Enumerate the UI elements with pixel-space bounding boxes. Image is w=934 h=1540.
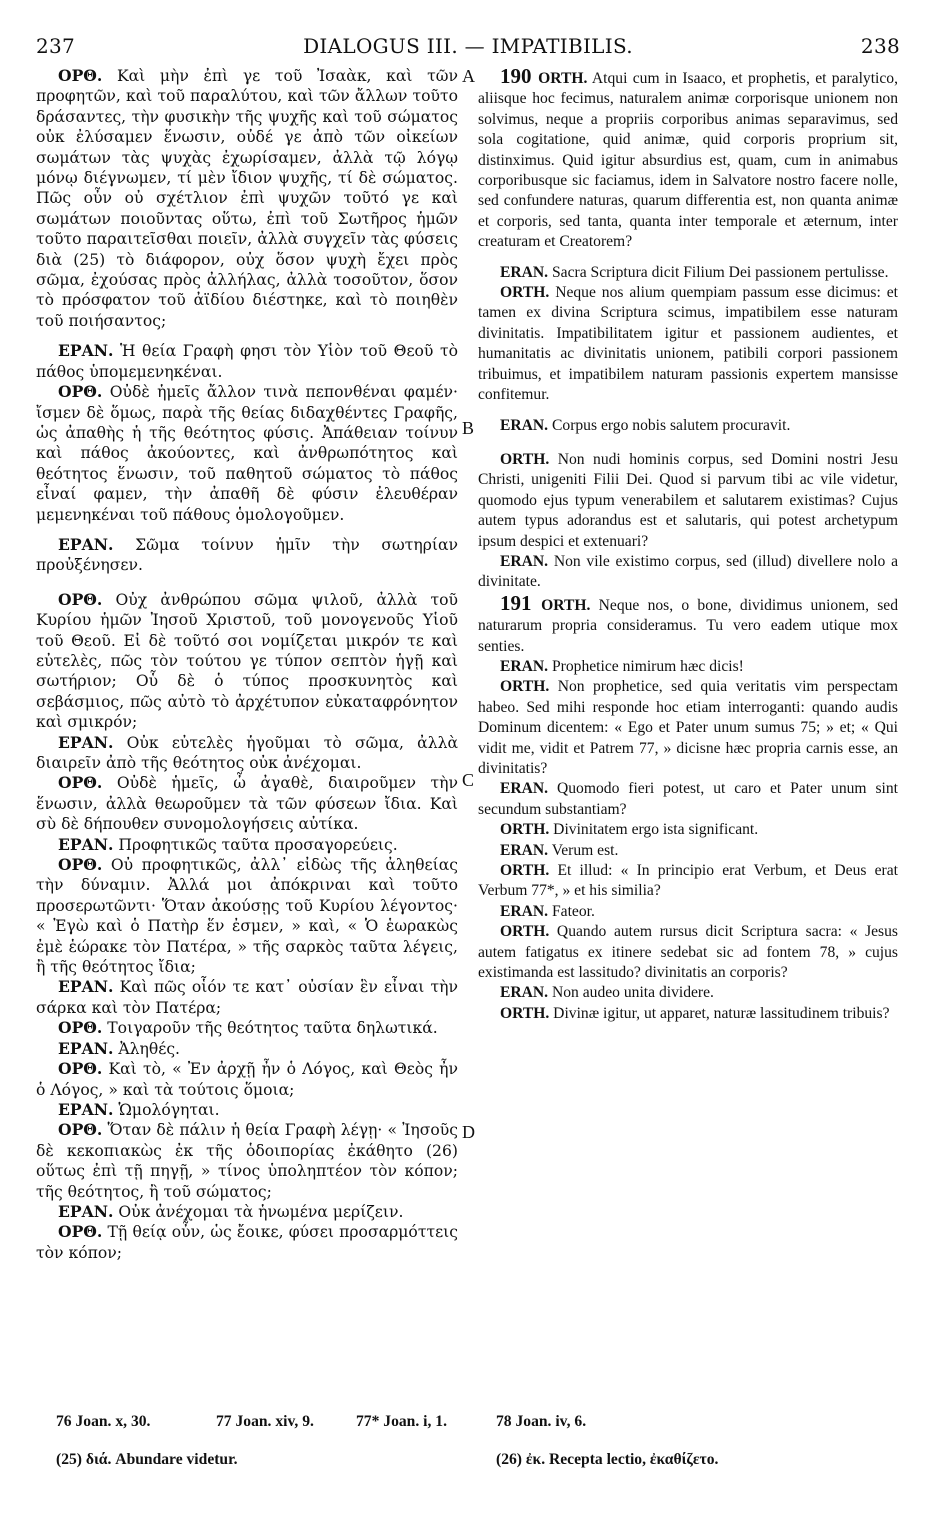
speech-text: Non nudi hominis corpus, sed Domini nostri Jesu Christi, unigeniti Filii Dei. Quod si parvum tibi ac vile videtur, quomodo ejus typum venerabilem et salutarem existimas? Cujus autem typus adorandus est et salutaris, qui potest archetypum ipsum despici et extenuari? bbox=[478, 450, 898, 550]
speech-text: Non audeo unita dividere. bbox=[548, 984, 714, 1002]
latin-speech bbox=[478, 416, 898, 436]
greek-speech bbox=[36, 341, 458, 382]
speech-text: Quando autem rursus dicit Scriptura sacra: « Jesus autem fatigatus ex itinere sedebat sic ad fontem 78, » cujus existimanda est lassitudo? divinitatis an corporis? bbox=[478, 923, 898, 982]
section-number: 191 bbox=[500, 590, 542, 615]
speech-text: Σῶμα τοίνυν ἡμῖν τὴν σωτηρίαν προὐξένησεν. bbox=[36, 535, 458, 575]
speech-text: Neque nos, o bone, dividimus unionem, sed naturarum propria consideramus. Tu vero eadem utique mox senties. bbox=[478, 596, 899, 655]
greek-column bbox=[36, 66, 458, 1263]
speaker-label: ERAN. bbox=[500, 780, 549, 798]
speaker-label: ERAN. bbox=[500, 984, 549, 1002]
speaker-label: ERAN. bbox=[500, 552, 549, 570]
speaker-label: ΟΡΘ. bbox=[58, 1018, 103, 1038]
greek-speech bbox=[36, 977, 458, 1018]
running-title: DIALOGUS III. — IMPATIBILIS. bbox=[303, 34, 633, 58]
speaker-label: ΕΡΑΝ. bbox=[58, 534, 114, 554]
speaker-label: ORTH. bbox=[500, 284, 550, 302]
latin-speech bbox=[478, 922, 898, 983]
speech-text: Atqui cum in Isaaco, et prophetis, et paralytico, aliisque hoc fecimus, naturalem animæ corporisque unionem non solvimus, neque a propriis corporibus animas separavimus, sed sola cogitatione, quid animæ, quid corporis proprium sit, distinximus. Quid igitur absurdius est, quam, cum in animabus corporibusque sic faciamus, idem in Salvatore nostro facere nolle, sed confundere naturas, quarum differentia est, non quanta animæ et corporis, sed tanta, quanta inter temporale et æternum, inter creaturam et Creatorem? bbox=[478, 70, 899, 251]
latin-speech bbox=[478, 677, 898, 779]
greek-speech bbox=[36, 1018, 458, 1038]
margin-letter-c: C bbox=[462, 770, 475, 790]
latin-speech bbox=[478, 66, 898, 253]
speaker-label: ΟΡΘ. bbox=[58, 1059, 103, 1079]
speaker-label: ERAN. bbox=[500, 657, 549, 675]
speaker-label: ORTH. bbox=[500, 923, 550, 941]
speech-text: Neque nos alium quempiam passum esse dicimus: et tamen ex divina Scriptura scimus, impatibilem esse naturam divinitatis. Impatibilitatem igitur et passionem audientes, et humanitatis ac divinitatis unionem, patibili corpori passionem tribuimus, et impatibilem naturam passionis expertem mansisse confitemur. bbox=[478, 284, 898, 404]
latin-speech bbox=[478, 263, 898, 283]
speech-text: Fateor. bbox=[548, 902, 595, 920]
speaker-label: ERAN. bbox=[500, 416, 549, 434]
speech-text: Quomodo fieri potest, ut caro et Pater unum sint secundum substantiam? bbox=[478, 780, 898, 818]
latin-speech bbox=[478, 983, 898, 1003]
speaker-label: ERAN. bbox=[500, 263, 549, 281]
greek-speech bbox=[36, 1120, 458, 1202]
latin-speech bbox=[478, 841, 898, 861]
latin-speech bbox=[478, 590, 899, 657]
speaker-label: ERAN. bbox=[500, 841, 549, 859]
speech-text: Divinitatem ergo ista significant. bbox=[549, 821, 759, 839]
greek-speech bbox=[36, 835, 458, 855]
scripture-ref: 77 Joan. xiv, 9. bbox=[216, 1413, 314, 1430]
speaker-label: ΕΡΑΝ. bbox=[58, 1201, 114, 1221]
margin-letter-b: B bbox=[462, 418, 475, 438]
speech-text: Ἀληθές. bbox=[113, 1039, 181, 1058]
speech-text: Sacra Scriptura dicit Filium Dei passionem pertulisse. bbox=[548, 263, 889, 281]
speaker-label: ΟΡΘ. bbox=[58, 66, 103, 85]
speaker-label: ORTH. bbox=[500, 821, 550, 839]
speaker-label: ΟΡΘ. bbox=[58, 773, 103, 793]
speaker-label: ΟΡΘ. bbox=[58, 382, 103, 402]
speaker-label: ΕΡΑΝ. bbox=[58, 1038, 114, 1058]
latin-speech bbox=[478, 820, 898, 840]
speaker-label: ΟΡΘ. bbox=[58, 855, 103, 875]
scripture-ref: 76 Joan. x, 30. bbox=[56, 1413, 151, 1430]
speaker-label: ORTH. bbox=[500, 450, 550, 468]
speaker-label: ΕΡΑΝ. bbox=[58, 732, 114, 752]
greek-speech bbox=[36, 1202, 458, 1222]
speech-text: Prophetice nimirum hæc dicis! bbox=[548, 657, 744, 675]
margin-letter-a: A bbox=[462, 66, 475, 86]
speaker-label: ΟΡΘ. bbox=[58, 589, 103, 609]
greek-speech bbox=[36, 733, 458, 774]
speech-text: Τῇ θείᾳ οὖν, ὡς ἔοικε, φύσει προσαρμόττεις τὸν κόπον; bbox=[36, 1223, 458, 1262]
speech-text: Ἡ θεία Γραφὴ φησι τὸν Υἱὸν τοῦ Θεοῦ τὸ πάθος ὑπομεμενηκέναι. bbox=[36, 342, 458, 381]
scripture-ref: 77* Joan. i, 1. bbox=[356, 1413, 447, 1430]
speaker-label: ΕΡΑΝ. bbox=[58, 341, 114, 361]
greek-speech bbox=[36, 1039, 458, 1059]
speaker-label: ORTH. bbox=[500, 862, 550, 880]
speech-text: Οὐχ ἀνθρώπου σῶμα ψιλοῦ, ἀλλὰ τοῦ Κυρίου ἡμῶν Ἰησοῦ Χριστοῦ, τοῦ μονογενοῦς Υἱοῦ τοῦ Θεοῦ. Εἰ δὲ τοῦτό σοι νομίζεται μικρόν τε καὶ εὐτελὲς, πῶς τὸν τούτου γε τύπον σεπτὸν ἡγῇ καὶ σωτήριον; Οὗ δὲ ὁ τύπος προσκυνητὸς καὶ σεβάσμιος, πῶς αὐτὸ τὸ ἀρχέτυπον εὐκαταφρόνητον καὶ σμικρόν; bbox=[36, 590, 458, 732]
speech-text: Divinæ igitur, ut apparet, naturæ lassitudinem tribuis? bbox=[549, 1004, 890, 1022]
scripture-ref: 78 Joan. iv, 6. bbox=[496, 1413, 587, 1430]
section-number: 190 bbox=[500, 64, 539, 88]
speaker-label: ORTH. bbox=[538, 70, 588, 87]
greek-speech bbox=[36, 773, 458, 834]
latin-speech bbox=[478, 657, 898, 677]
margin-letter-d: D bbox=[462, 1122, 475, 1142]
speech-text: Ὡμολόγηται. bbox=[113, 1100, 220, 1119]
latin-speech bbox=[478, 450, 898, 552]
speech-text: Οὐ προφητικῶς, ἀλλ᾽ εἰδὼς τῆς ἀληθείας τὴν δύναμιν. Ἀλλά μοι ἀπόκριναι καὶ τοῦτο προσερωτῶντι· Ὅταν ἀκούσῃς τοῦ Κυρίου λέγοντος· « Ἐγὼ καὶ ὁ Πατὴρ ἕν ἐσμεν, » καὶ, « Ὁ ἑωρακὼς ἐμὲ ἑώρακε τὸν Πατέρα, » τῆς σαρκὸς ταῦτα λέγεις, ἢ τῆς θεότητος ἴδια; bbox=[36, 856, 458, 977]
speech-text: Οὐκ εὐτελὲς ἡγοῦμαι τὸ σῶμα, ἀλλὰ διαιρεῖν ἀπὸ τῆς θεότητος οὐκ ἀνέχομαι. bbox=[36, 733, 458, 772]
speaker-label: ORTH. bbox=[541, 596, 591, 614]
speaker-label: ΕΡΑΝ. bbox=[58, 1099, 114, 1119]
latin-speech bbox=[478, 902, 898, 922]
speech-text: Οὐδὲ ἡμεῖς ἄλλον τινὰ πεπονθέναι φαμέν· ἴσμεν δὲ ὅμως, παρὰ τῆς θείας διδαχθέντες Γραφῆς, ὡς ἀπαθὴς ἡ τῆς θεότητος φύσις. Ἀπάθειαν τοίνυν καὶ πάθος ἀκούοντες, καὶ ἀνθρωπότητος καὶ θεότητος ἕνωσιν, τοῦ παθητοῦ σώματος τὸ πάθος εἶναί φαμεν, τὴν ἀπαθῆ δὲ φύσιν ἐλευθέραν μεμενηκέναι τοῦ πάθους ὁμολογοῦμεν. bbox=[36, 383, 458, 524]
latin-speech bbox=[478, 283, 898, 405]
speech-text: Οὐκ ἀνέχομαι τὰ ἡνωμένα μερίζειν. bbox=[113, 1202, 404, 1221]
speech-text: Προφητικῶς ταῦτα προσαγορεύεις. bbox=[113, 835, 398, 854]
speaker-label: ΟΡΘ. bbox=[58, 1120, 103, 1140]
latin-column bbox=[478, 66, 898, 1024]
greek-speech bbox=[36, 590, 458, 733]
note-25: (25) διά. Abundare videtur. bbox=[56, 1451, 238, 1468]
speaker-label: ΕΡΑΝ. bbox=[58, 834, 114, 854]
greek-speech bbox=[36, 1100, 458, 1120]
page-number-right: 238 bbox=[860, 34, 900, 58]
greek-speech bbox=[36, 382, 458, 525]
speech-text: Corpus ergo nobis salutem procuravit. bbox=[548, 416, 791, 434]
speaker-label: ORTH. bbox=[500, 678, 550, 696]
latin-speech bbox=[478, 1004, 898, 1024]
speech-text: Non prophetice, sed quia veritatis vim perspectam habeo. Sed mihi responde hoc etiam interroganti: quando audis Dominum dicentem: « Ego et Pater unum sumus 75; » et; « Qui vidit me, vidit et Patrem 77, » dicisne hæc propria carnis esse, an divinitatis? bbox=[478, 678, 898, 777]
speech-text: Et illud: « In principio erat Verbum, et Deus erat Verbum 77*, » et his similia? bbox=[478, 862, 898, 900]
speaker-label: ERAN. bbox=[500, 902, 549, 920]
greek-speech bbox=[36, 1059, 458, 1100]
speech-text: Οὐδὲ ἡμεῖς, ὦ ἀγαθὲ, διαιροῦμεν τὴν ἕνωσιν, ἀλλὰ θεωροῦμεν τὰ τῶν φύσεων ἴδια. Καὶ σὺ δὲ δήπουθεν συνομολογήσεις αὐτίκα. bbox=[36, 774, 458, 834]
greek-speech bbox=[36, 535, 458, 576]
speech-text: Καὶ πῶς οἷόν τε κατ᾽ οὐσίαν ἓν εἶναι τὴν σάρκα καὶ τὸν Πατέρα; bbox=[36, 978, 458, 1017]
latin-speech bbox=[478, 552, 898, 593]
note-26: (26) ἐκ. Recepta lectio, ἐκαθίζετο. bbox=[496, 1451, 719, 1468]
greek-speech bbox=[36, 855, 458, 977]
speaker-label: ORTH. bbox=[500, 1004, 550, 1022]
greek-speech bbox=[36, 66, 458, 331]
speaker-label: ΕΡΑΝ. bbox=[58, 977, 114, 997]
page-number-left: 237 bbox=[36, 34, 76, 58]
speaker-label: ΟΡΘ. bbox=[58, 1222, 103, 1242]
speech-text: Ὅταν δὲ πάλιν ἡ θεία Γραφὴ λέγῃ· « Ἰησοῦς δὲ κεκοπιακὼς ἐκ τῆς ὁδοιπορίας ἐκάθητο (26) οὕτως ἐπὶ τῇ πηγῇ, » τίνος ὑποληπτέον τὸν κόπον; τῆς θεότητος, ἢ τοῦ σώματος; bbox=[36, 1121, 458, 1201]
speech-text: Καὶ μὴν ἐπὶ γε τοῦ Ἰσαὰκ, καὶ τῶν προφητῶν, καὶ τοῦ παραλύτου, καὶ τῶν ἄλλων τοῦτο δράσαντες, τὴν φυσικὴν τῆς ψυχῆς καὶ τοῦ σώματος οὐκ ἐλύσαμεν ἕνωσιν, οὐδέ γε ἀπὸ τῶν οἰκείων σωμάτων τὰς ψυχὰς ἐχωρίσαμεν, ἀλλὰ τῷ λόγῳ μόνῳ διέγνωμεν, τί μὲν ἴδιον ψυχῆς, τί δὲ σώματος. Πῶς οὖν οὐ σχέτλιον ἐπὶ ψυχῶν τοῦτό γε καὶ σωμάτων ποιοῦντας οὕτω, ἐπὶ τοῦ Σωτῆρος ἡμῶν τοῦτο παραιτεῖσθαι ποιεῖν, ἀλλὰ συγχεῖν τὰς φύσεις διὰ (25) τὸ διάφορον, οὐχ ὅσον ψυχὴ ἔχει πρὸς σῶμα, ἐχούσας πρὸς ἀλλήλας, ἀλλὰ τοσοῦτον, ὅσον τὸ πρόσφατον τοῦ ἀϊδίου διέστηκε, καὶ τὸ ποιηθὲν τοῦ ποιήσαντος; bbox=[36, 67, 458, 330]
speech-text: Non vile existimo corpus, sed (illud) divellere nolo a divinitate. bbox=[478, 552, 898, 591]
greek-speech bbox=[36, 1222, 458, 1263]
latin-speech bbox=[478, 861, 898, 902]
speech-text: Verum est. bbox=[548, 841, 619, 859]
speech-text: Καὶ τὸ, « Ἐν ἀρχῇ ἦν ὁ Λόγος, καὶ Θεὸς ἦν ὁ Λόγος, » καὶ τὰ τούτοις ὅμοια; bbox=[36, 1060, 458, 1099]
running-header bbox=[36, 34, 900, 60]
speech-text: Τοιγαροῦν τῆς θεότητος ταῦτα δηλωτικά. bbox=[102, 1019, 438, 1038]
latin-speech bbox=[478, 779, 898, 820]
